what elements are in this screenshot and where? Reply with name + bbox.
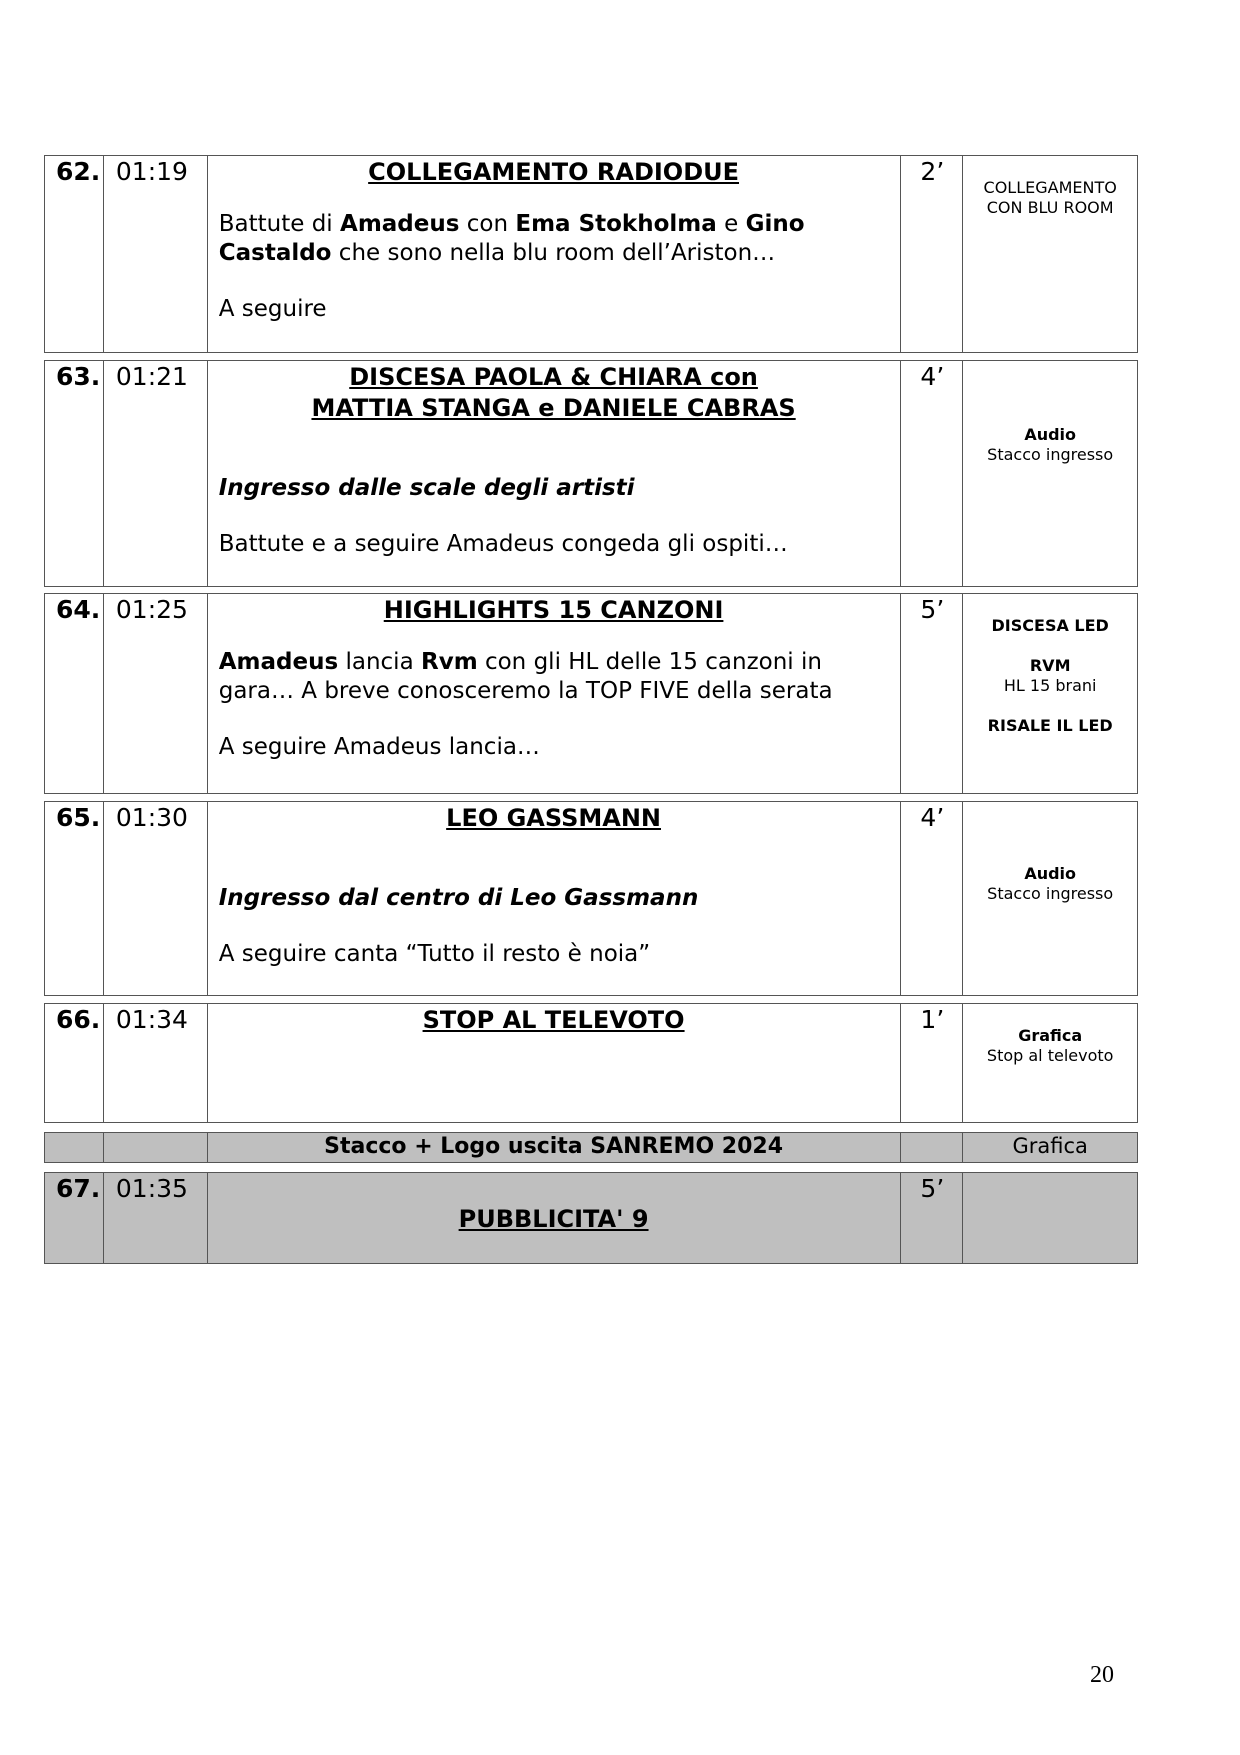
item-entrance: Ingresso dalle scale degli artisti [218,475,635,501]
item-content [208,361,902,586]
item-duration: 2’ [901,156,963,352]
item-number: 67. [45,1173,104,1263]
break-empty-num [45,1133,104,1162]
item-number: 64. [45,594,104,793]
break-row [44,1132,1138,1163]
break-empty-duration [901,1133,963,1162]
item-duration: 5’ [901,594,963,793]
item-content [208,594,902,793]
item-description: Battute di Amadeus con Ema Stokholma e Gino Castaldo che sono nella blu room dell’Ariston… [218,211,805,266]
item-duration: 4’ [901,802,963,995]
item-content [208,802,902,995]
item-number: 65. [45,802,104,995]
item-follow: A seguire [218,296,327,322]
break-empty-time [104,1133,208,1162]
item-notes: COLLEGAMENTO CON BLU ROOM [983,178,1117,217]
item-title: LEO GASSMANN [446,804,661,832]
item-title: COLLEGAMENTO RADIODUE [368,158,740,186]
rundown-row-65 [44,801,1138,996]
item-title: STOP AL TELEVOTO [422,1006,685,1034]
item-number: 66. [45,1004,104,1122]
item-duration: 1’ [901,1004,963,1122]
rundown-row-63 [44,360,1138,587]
item-time: 01:21 [104,361,208,586]
item-title: HIGHLIGHTS 15 CANZONI [383,596,724,624]
item-time: 01:25 [104,594,208,793]
break-label: Stacco + Logo uscita SANREMO 2024 [208,1133,902,1162]
item-time: 01:19 [104,156,208,352]
item-duration: 4’ [901,361,963,586]
item-notes: DISCESA LED RVM HL 15 brani RISALE IL LED [987,616,1113,735]
item-notes [963,1173,1137,1263]
item-follow: A seguire Amadeus lancia… [218,734,540,760]
item-content [208,1173,902,1263]
item-number: 62. [45,156,104,352]
item-title: PUBBLICITA' 9 [458,1205,649,1233]
item-number: 63. [45,361,104,586]
item-time: 01:34 [104,1004,208,1122]
item-time: 01:30 [104,802,208,995]
item-notes: Grafica Stop al televoto [986,1026,1114,1065]
rundown-row-66 [44,1003,1138,1123]
item-content [208,156,902,352]
item-description: Amadeus lancia Rvm con gli HL delle 15 canzoni in gara… A breve conosceremo la TOP FIVE della serata [218,649,833,704]
item-description: Battute e a seguire Amadeus congeda gli ospiti… [218,531,788,557]
rundown-row-67 [44,1172,1138,1264]
break-note: Grafica [1012,1134,1088,1158]
page-number: 20 [1090,1662,1114,1688]
item-content [208,1004,902,1122]
item-entrance: Ingresso dal centro di Leo Gassmann [218,885,699,911]
item-notes: Audio Stacco ingresso [987,864,1114,903]
item-duration: 5’ [901,1173,963,1263]
rundown-row-62 [44,155,1138,353]
rundown-row-64 [44,593,1138,794]
item-description: A seguire canta “Tutto il resto è noia” [218,941,651,967]
item-time: 01:35 [104,1173,208,1263]
item-notes: Audio Stacco ingresso [987,425,1114,464]
item-title: DISCESA PAOLA & CHIARA con MATTIA STANGA e DANIELE CABRAS [311,363,796,422]
